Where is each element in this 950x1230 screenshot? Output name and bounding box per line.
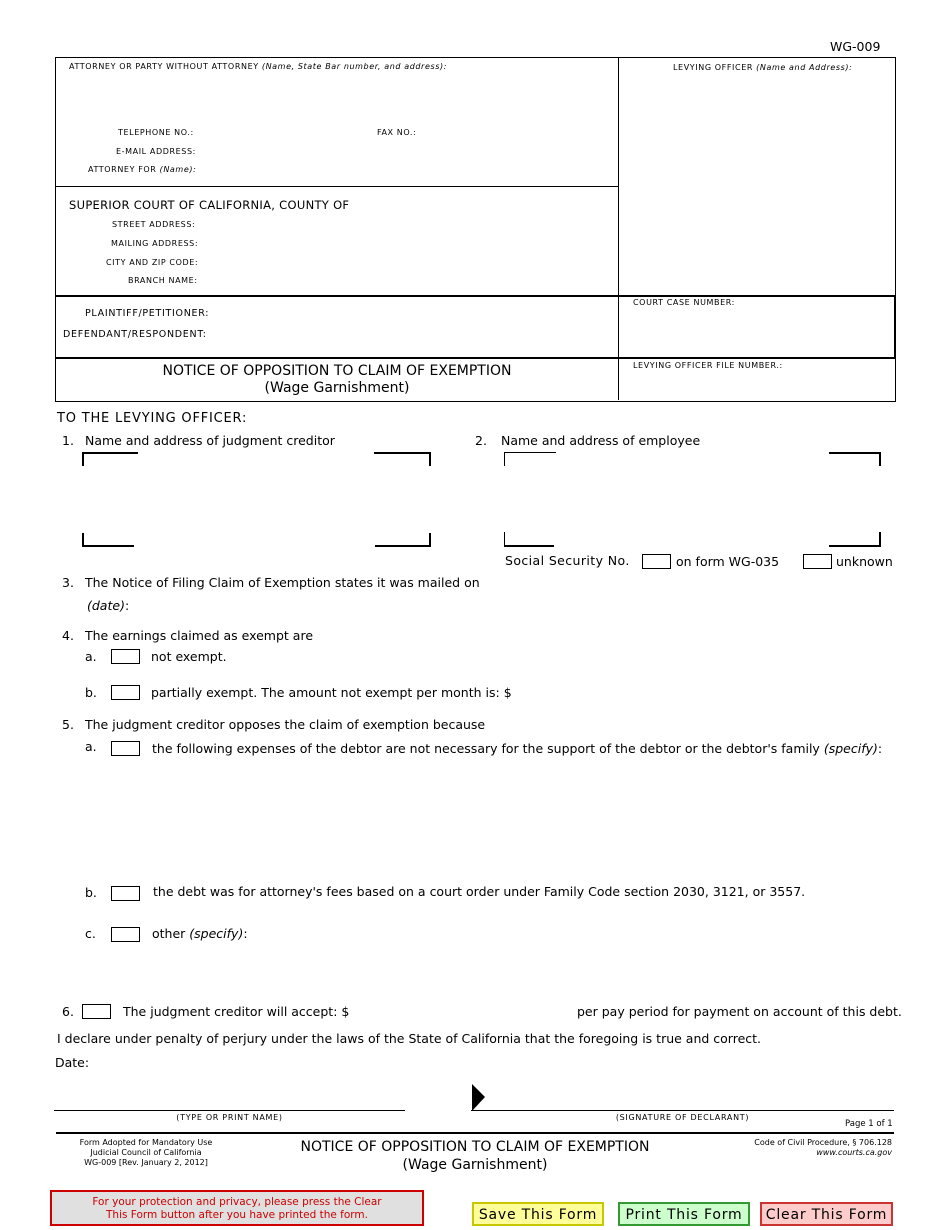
privacy-note: For your protection and privacy, please press the Clear This Form button after you have printed the form. (50, 1190, 424, 1226)
item-4a-text: not exempt. (151, 649, 227, 664)
item-5-text: The judgment creditor opposes the claim of exemption because (85, 717, 486, 732)
officer-file-label: LEVYING OFFICER FILE NUMBER.: (633, 361, 783, 370)
caption-rule (55, 295, 896, 297)
partially-exempt-checkbox[interactable] (111, 685, 140, 700)
bracket (82, 452, 84, 466)
case-number-label: COURT CASE NUMBER: (633, 298, 735, 307)
form-subtitle: (Wage Garnishment) (264, 380, 410, 396)
attorney-for-input[interactable] (200, 162, 604, 178)
save-form-button[interactable]: Save This Form (472, 1202, 604, 1226)
levying-officer-label: LEVYING OFFICER (Name and Address): (673, 63, 853, 72)
ssn-unknown-checkbox[interactable] (803, 554, 832, 569)
officer-file-input[interactable] (630, 377, 889, 397)
ssn-label: Social Security No. (505, 553, 630, 568)
attorney-label: ATTORNEY OR PARTY WITHOUT ATTORNEY (Name, State Bar number, and address): (69, 62, 448, 71)
bracket (429, 533, 431, 547)
declaration-date-input[interactable] (95, 1053, 349, 1071)
item-1-label: Name and address of judgment creditor (85, 433, 335, 448)
attorney-for-label: ATTORNEY FOR (Name): (88, 165, 197, 174)
item-6-number: 6. (62, 1004, 74, 1019)
bracket (504, 452, 505, 466)
item-4-text: The earnings claimed as exempt are (85, 628, 314, 643)
attorney-input[interactable] (66, 76, 610, 122)
to-officer-heading: TO THE LEVYING OFFICER: (57, 411, 248, 426)
judgment-creditor-input[interactable] (90, 460, 428, 544)
page-number: Page 1 of 1 (845, 1119, 893, 1129)
date-label: Date: (55, 1055, 90, 1070)
item-3-number: 3. (62, 575, 74, 590)
code-reference: Code of Civil Procedure, § 706.128 www.courts.ca.gov (754, 1138, 892, 1157)
case-number-input[interactable] (630, 318, 889, 340)
declaration-text: I declare under penalty of perjury under the laws of the State of California that the foregoing is true and correct. (57, 1031, 762, 1046)
item-3-date-label: (date): (87, 598, 130, 613)
print-name-line (54, 1110, 405, 1111)
item-5c-text: other (specify): (152, 926, 248, 941)
levying-officer-input[interactable] (624, 78, 890, 292)
signature-line (471, 1110, 894, 1111)
street-input[interactable] (200, 217, 604, 233)
bracket (879, 532, 881, 547)
fax-input[interactable] (420, 125, 609, 141)
item-5b-letter: b. (85, 885, 97, 900)
amount-not-exempt-input[interactable] (510, 683, 714, 701)
mailing-label: MAILING ADDRESS: (111, 239, 199, 248)
item-2-number: 2. (475, 433, 487, 448)
bracket (504, 452, 556, 453)
print-form-button[interactable]: Print This Form (618, 1202, 750, 1226)
telephone-label: TELEPHONE NO.: (118, 128, 194, 137)
signature-label: (SIGNATURE OF DECLARANT) (615, 1113, 750, 1122)
city-zip-label: CITY AND ZIP CODE: (106, 258, 199, 267)
street-label: STREET ADDRESS: (112, 220, 196, 229)
attorney-fees-checkbox[interactable] (111, 886, 140, 901)
footer-title: NOTICE OF OPPOSITION TO CLAIM OF EXEMPTION (300, 1139, 650, 1155)
bracket (82, 533, 84, 547)
other-specify-input[interactable] (248, 924, 887, 988)
fax-label: FAX NO.: (377, 128, 417, 137)
form-number: WG-009 (830, 39, 881, 54)
footer-rule (56, 1132, 894, 1134)
item-6-tail: per pay period for payment on account of this debt. (577, 1004, 902, 1019)
item-5b-text: the debt was for attorney's fees based on a court order under Family Code section 2030, 3121, or 3557. (153, 884, 806, 899)
print-name-input[interactable] (56, 1090, 405, 1110)
telephone-input[interactable] (200, 125, 374, 141)
mailed-date-input[interactable] (135, 596, 439, 614)
caption-rule (894, 295, 896, 358)
item-4a-letter: a. (85, 649, 97, 664)
item-4b-text: partially exempt. The amount not exempt per month is: $ (151, 685, 512, 700)
item-4b-letter: b. (85, 685, 97, 700)
bracket (82, 452, 138, 454)
email-label: E-MAIL ADDRESS: (116, 147, 196, 156)
bracket (879, 452, 881, 466)
expenses-specify-input[interactable] (150, 762, 889, 871)
branch-label: BRANCH NAME: (128, 276, 198, 285)
item-5a-letter: a. (85, 739, 97, 754)
bracket (504, 545, 554, 547)
signature-arrow-icon (471, 1083, 486, 1113)
item-2-label: Name and address of employee (501, 433, 701, 448)
print-name-label: (TYPE OR PRINT NAME) (176, 1113, 283, 1122)
bracket (374, 452, 431, 454)
bracket (375, 545, 431, 547)
other-checkbox[interactable] (111, 927, 140, 942)
item-5-number: 5. (62, 717, 74, 732)
ssn-on-form-label: on form WG-035 (676, 554, 780, 569)
item-4-number: 4. (62, 628, 74, 643)
court-label: SUPERIOR COURT OF CALIFORNIA, COUNTY OF (69, 198, 350, 212)
defendant-label: DEFENDANT/RESPONDENT: (63, 329, 207, 340)
city-zip-input[interactable] (200, 255, 604, 271)
bracket (829, 545, 881, 547)
ssn-on-form-checkbox[interactable] (642, 554, 671, 569)
bracket (504, 532, 505, 547)
employee-input[interactable] (512, 460, 878, 544)
bracket (429, 452, 431, 466)
expenses-checkbox[interactable] (111, 741, 140, 756)
caption-divider (618, 57, 619, 400)
caption-rule (55, 186, 618, 187)
caption-rule (55, 357, 896, 359)
footer-subtitle: (Wage Garnishment) (402, 1157, 548, 1173)
form-title: NOTICE OF OPPOSITION TO CLAIM OF EXEMPTION (162, 363, 512, 379)
plaintiff-input[interactable] (214, 305, 613, 322)
item-5a-text: the following expenses of the debtor are not necessary for the support of the debtor or the debtor's family (specify): (152, 741, 883, 756)
accept-amount-input[interactable] (350, 1002, 574, 1020)
item-6-text: The judgment creditor will accept: $ (123, 1004, 350, 1019)
defendant-input[interactable] (214, 326, 613, 343)
bracket (82, 545, 134, 547)
clear-form-button[interactable]: Clear This Form (760, 1202, 893, 1226)
ssn-unknown-label: unknown (836, 554, 893, 569)
item-1-number: 1. (62, 433, 74, 448)
email-input[interactable] (200, 144, 604, 160)
bracket (829, 452, 881, 454)
plaintiff-label: PLAINTIFF/PETITIONER: (85, 308, 210, 319)
will-accept-checkbox[interactable] (82, 1004, 111, 1019)
not-exempt-checkbox[interactable] (111, 649, 140, 664)
item-3-text: The Notice of Filing Claim of Exemption states it was mailed on (85, 575, 480, 590)
adoption-block: Form Adopted for Mandatory Use Judicial Council of California WG-009 [Rev. January 2, 2012] (79, 1138, 213, 1167)
county-input[interactable] (362, 197, 611, 214)
mailing-input[interactable] (200, 236, 604, 252)
item-5c-letter: c. (85, 926, 96, 941)
branch-input[interactable] (200, 273, 604, 289)
